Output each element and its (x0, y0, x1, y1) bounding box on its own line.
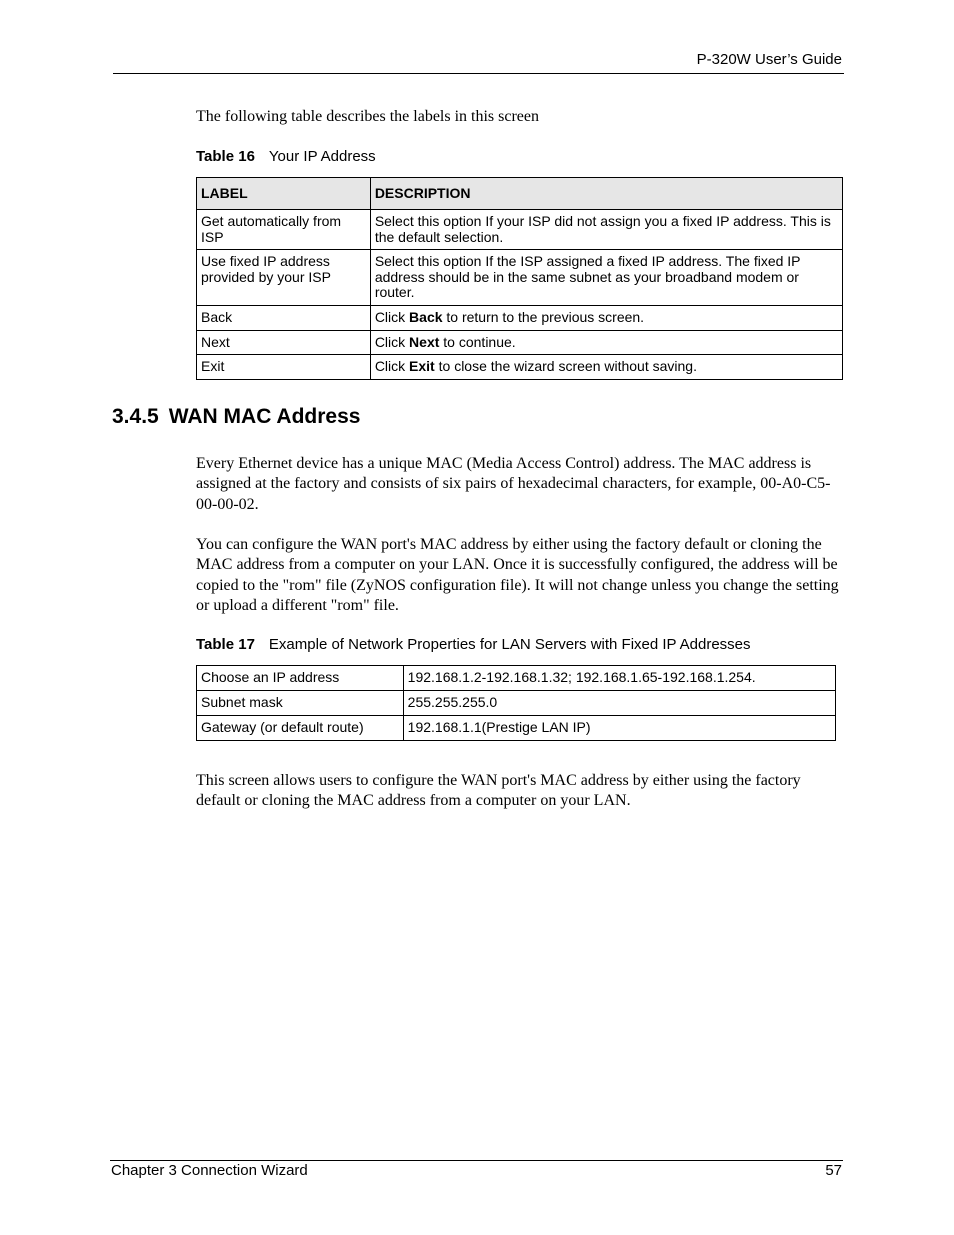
table16-caption-title: Your IP Address (268, 148, 376, 165)
footer-chapter: Chapter 3 Connection Wizard (111, 1162, 308, 1179)
section-heading (112, 405, 360, 429)
table17-caption-title: Example of Network Properties for LAN Servers with Fixed IP Addresses (268, 636, 751, 653)
row-label: Exit (197, 355, 371, 380)
your-ip-address-table (196, 177, 843, 380)
row-label: Back (197, 306, 371, 331)
row-description: Select this option If your ISP did not assign you a fixed IP address. This is the default selection. (370, 210, 842, 250)
table-row (197, 210, 843, 250)
table16-caption-number: Table 16 (196, 148, 255, 165)
table-header-row (197, 178, 843, 210)
row-description: Click Next to continue. (370, 330, 842, 355)
table-row (197, 691, 836, 716)
section-title: WAN MAC Address (168, 405, 361, 428)
table17-caption-number: Table 17 (196, 636, 255, 653)
row-label: Gateway (or default route) (197, 716, 404, 741)
row-label: Use fixed IP address provided by your ISP (197, 250, 371, 306)
header-divider (113, 73, 844, 74)
row-value: 192.168.1.2-192.168.1.32; 192.168.1.65-192.168.1.254. (403, 666, 835, 691)
label-column-header: LABEL (197, 178, 371, 210)
table-row (197, 250, 843, 306)
row-label: Get automatically from ISP (197, 210, 371, 250)
row-label: Choose an IP address (197, 666, 404, 691)
table-row (197, 306, 843, 331)
footer-page-number: 57 (825, 1162, 842, 1179)
table16-caption (196, 148, 376, 165)
table-row (197, 355, 843, 380)
table-row (197, 330, 843, 355)
section-number: 3.4.5 (112, 405, 159, 428)
row-value: 255.255.255.0 (403, 691, 835, 716)
row-label: Subnet mask (197, 691, 404, 716)
running-header-title: P-320W User’s Guide (696, 51, 842, 68)
closing-paragraph: This screen allows users to configure the WAN port's MAC address by either using the factory default or cloning the MAC address from a computer on your LAN. (196, 772, 801, 810)
row-label: Next (197, 330, 371, 355)
network-properties-table (196, 665, 836, 741)
body-paragraph-configure: You can configure the WAN port's MAC address by either using the factory default or cloning the MAC address from a computer on your LAN. Once it is successfully configured, the address will be copied to the "rom" file (ZyNOS configuration file). It will not change unless you change the setting or upload a different "rom" file. (196, 536, 839, 615)
body-paragraph-mac: Every Ethernet device has a unique MAC (Media Access Control) address. The MAC address is assigned at the factory and consists of six pairs of hexadecimal characters, for example, 00-A0-C5-00-00-02. (196, 455, 831, 513)
description-column-header: DESCRIPTION (370, 178, 842, 210)
intro-paragraph: The following table describes the labels in this screen (196, 108, 540, 125)
row-description: Click Back to return to the previous screen. (370, 306, 842, 331)
table17-caption (196, 636, 751, 653)
footer-divider (110, 1160, 843, 1161)
row-description: Select this option If the ISP assigned a fixed IP address. The fixed IP address should be in the same subnet as your broadband modem or router. (370, 250, 842, 306)
table-row (197, 716, 836, 741)
table-row (197, 666, 836, 691)
row-description: Click Exit to close the wizard screen without saving. (370, 355, 842, 380)
row-value: 192.168.1.1(Prestige LAN IP) (403, 716, 835, 741)
